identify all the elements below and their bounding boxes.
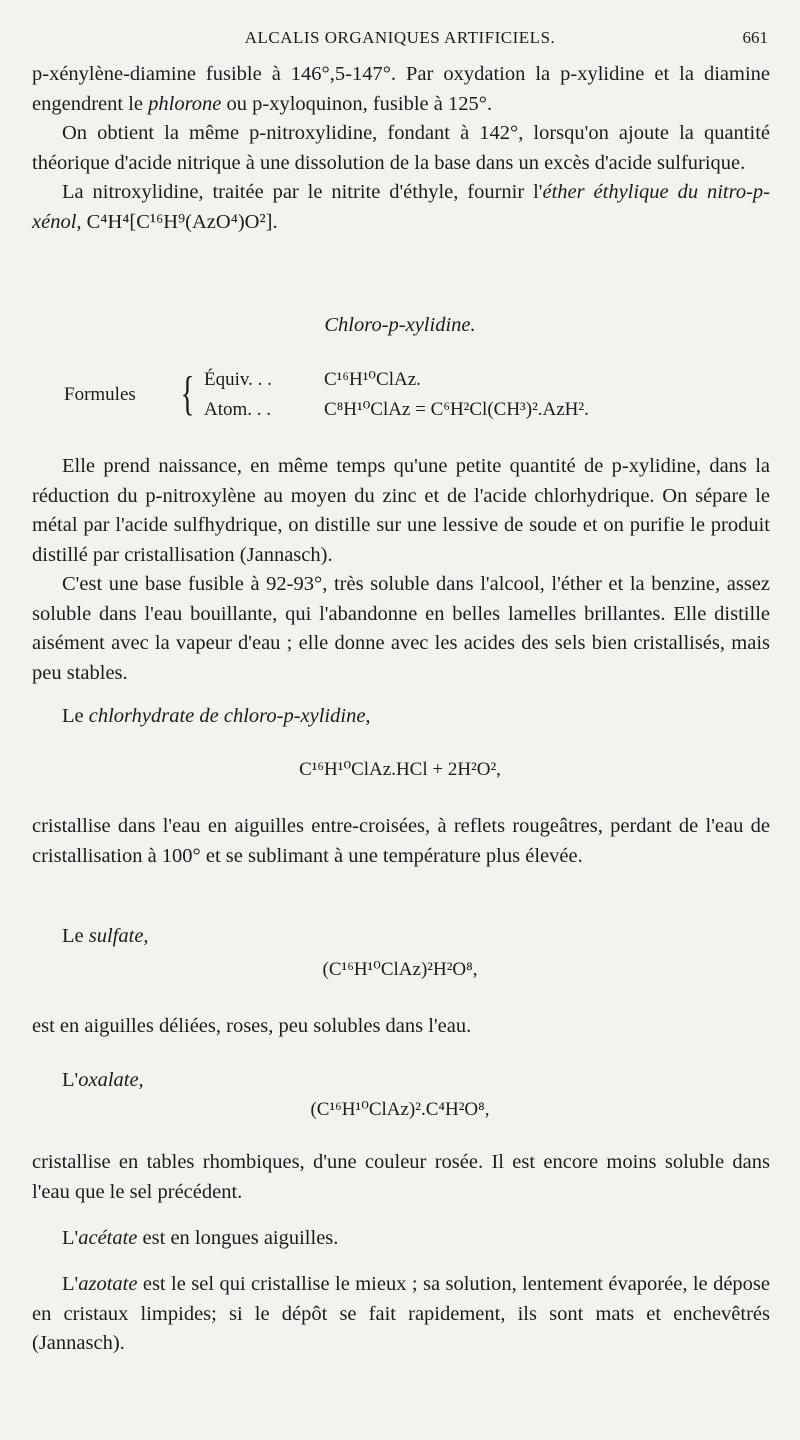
- azotate-text: [32, 1270, 770, 1359]
- paragraph: On obtient la même p-nitroxylidine, fondant à 142°, lorsqu'on ajoute la quantité théorique d'acide nitrique à une dissolution de la base dans un excès d'acide sulfurique.: [32, 122, 770, 174]
- text-run: La nitroxylidine, traitée par le nitrite d'éthyle, fournir l': [62, 181, 543, 203]
- paragraph: Elle prend naissance, en même temps qu'une petite quantité de p-xylidine, dans la réduction du p-nitroxylène au moyen du zinc et de l'acide chlorhydrique. On sépare le métal par l'acide sulfhydrique, on distille sur une lessive de soude et on purifie le produit distillé par cristallisation (Jannasch).: [32, 455, 770, 566]
- section-title: Chloro-p-xylidine.: [324, 314, 476, 336]
- brace-icon: {: [180, 367, 195, 420]
- formula-atom: [204, 398, 589, 421]
- italic-term: acétate: [78, 1227, 138, 1249]
- paragraph: est en aiguilles déliées, roses, peu solubles dans l'eau.: [32, 1015, 472, 1037]
- paragraph: [32, 1066, 770, 1096]
- formulas-label: Formules: [64, 384, 136, 405]
- text-run: p-xénylène-diamine fusible à 146°,5-147°. Par oxydation la p-xylidine et la diamine engendrent le: [32, 63, 770, 115]
- formula-value: C⁸H¹⁰ClAz = C⁶H²Cl(CH³)².AzH².: [324, 399, 589, 420]
- text-run: Le: [62, 705, 89, 727]
- formula-label: Atom. . .: [204, 399, 272, 420]
- paragraph: cristallise en tables rhombiques, d'une couleur rosée. Il est encore moins soluble dans l'eau que le sel précédent.: [32, 1151, 770, 1203]
- italic-term: sulfate,: [88, 925, 149, 947]
- chlorhydrate-text: [32, 812, 770, 871]
- formula-equiv: [204, 368, 421, 391]
- chlorhydrate-intro: [32, 702, 770, 732]
- sulfate-intro: [32, 922, 770, 952]
- paragraph: [32, 178, 770, 237]
- text-run: C⁴H⁴[C¹⁶H⁹(AzO⁴)O²].: [81, 210, 278, 233]
- paragraph: [32, 1224, 770, 1254]
- text-run: ou p-xyloquinon, fusible à 125°.: [221, 92, 493, 115]
- description-text: [32, 452, 770, 688]
- text-run: L': [62, 1227, 79, 1249]
- page-number: 661: [742, 28, 768, 47]
- formula-value: C¹⁶H¹⁰ClAz.: [324, 369, 421, 390]
- paragraph: cristallise dans l'eau en aiguilles entre-croisées, à reflets rougeâtres, perdant de l'eau de cristallisation à 100° et se sublimant à une température plus élevée.: [32, 815, 770, 867]
- running-header: [0, 28, 800, 52]
- oxalate-text: [32, 1148, 770, 1207]
- italic-term: phlorone: [148, 92, 222, 115]
- paragraph: C'est une base fusible à 92-93°, très soluble dans l'alcool, l'éther et la benzine, assez soluble dans l'eau bouillante, qui l'abandonne en belles lamelles brillantes. Elle distille aisément avec la vapeur d'eau ; elle donne avec les acides des sels bien cristallisés, mais peu stables.: [32, 573, 770, 684]
- sulfate-formula: (C¹⁶H¹⁰ClAz)²H²O⁸,: [322, 959, 478, 980]
- text-run: est le sel qui cristallise le mieux ; sa solution, lentement évaporée, le dépose en cristaux limpides; si le dépôt se fait rapidement, ils sont mats et enchevêtrés (Jannasch).: [32, 1273, 770, 1354]
- italic-term: chlorhydrate de chloro-p-xylidine,: [88, 705, 371, 727]
- text-run: L': [62, 1273, 79, 1295]
- formula-label: Équiv. . .: [204, 369, 272, 390]
- paragraph: [32, 1270, 770, 1359]
- oxalate-intro: [32, 1066, 770, 1096]
- oxalate-formula: (C¹⁶H¹⁰ClAz)².C⁴H²O⁸,: [310, 1099, 490, 1120]
- paragraph: [32, 60, 770, 119]
- text-run: est en longues aiguilles.: [137, 1227, 339, 1249]
- italic-term: oxalate,: [78, 1069, 144, 1091]
- intro-text: [32, 60, 770, 237]
- text-run: Le: [62, 925, 89, 947]
- header-title: ALCALIS ORGANIQUES ARTIFICIELS.: [244, 28, 556, 47]
- acetate-text: [32, 1224, 770, 1254]
- italic-term: éther éthylique du nitro-p-xénol,: [32, 181, 770, 233]
- chlorhydrate-formula: C¹⁶H¹⁰ClAz.HCl + 2H²O²,: [299, 759, 501, 780]
- paragraph: [32, 922, 770, 952]
- italic-term: azotate: [78, 1273, 138, 1295]
- text-run: L': [62, 1069, 79, 1091]
- sulfate-text: [32, 1012, 770, 1042]
- paragraph: [32, 702, 770, 732]
